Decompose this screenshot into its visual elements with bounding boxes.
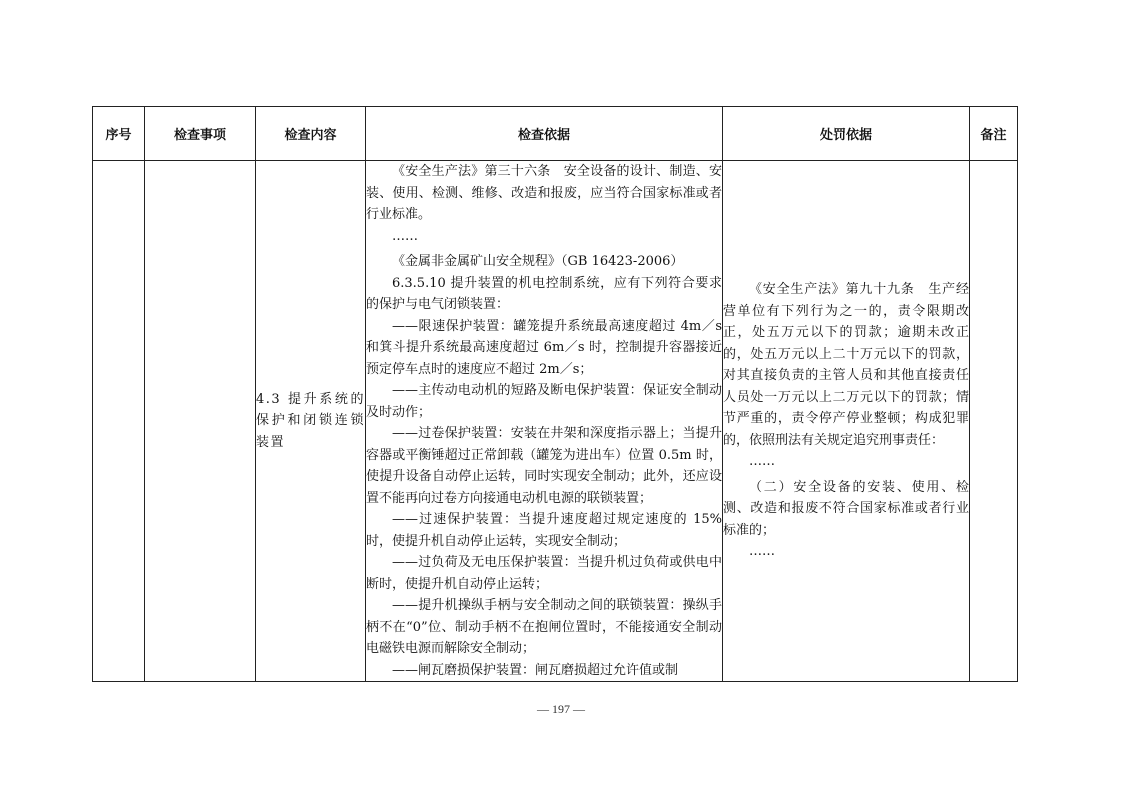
header-item: 检查事项 [145, 107, 256, 161]
penalty-paragraph: 《安全生产法》第九十九条 生产经营单位有下列行为之一的，责令限期改正，处五万元以下的罚款；逾期未改正的，处五万元以上二十万元以下的罚款，对其直接负责的主管人员和其他直接责任人员处一万元以上二万元以下的罚款；情节严重的，责令停产停业整顿；构成犯罪的，依照刑法有关规定追究刑事责任： [723, 282, 969, 448]
basis-ellipsis: …… [392, 228, 418, 244]
penalty-ellipsis: …… [749, 544, 775, 560]
basis-paragraph: ——主传动电动机的短路及断电保护装置：保证安全制动及时动作； [366, 383, 722, 420]
basis-paragraph: 《金属非金属矿山安全规程》（GB 16423-2006） [392, 254, 684, 269]
basis-paragraph: 6.3.5.10 提升装置的机电控制系统，应有下列符合要求的保护与电气闭锁装置： [366, 275, 722, 312]
header-seq: 序号 [93, 107, 145, 161]
basis-paragraph: ——过负荷及无电压保护装置：当提升机过负荷或供电中断时，使提升机自动停止运转； [366, 555, 722, 592]
basis-paragraph: ——过卷保护装置：安装在井架和深度指示器上；当提升容器或平衡锤超过正常卸载（罐笼为进出车）位置 0.5m 时，使提升设备自动停止运转，同时实现安全制动；此外，还应设置不能再向过卷方向接通电动机电源的联锁装置； [366, 426, 722, 506]
penalty-cell [723, 161, 970, 682]
header-remark: 备注 [970, 107, 1018, 161]
content-cell: 4.3 提升系统的保护和闭锁连锁装置 [256, 161, 366, 682]
penalty-paragraph: （二）安全设备的安装、使用、检测、改造和报废不符合国家标准或者行业标准的； [723, 479, 969, 538]
header-basis: 检查依据 [366, 107, 723, 161]
header-penalty: 处罚依据 [723, 107, 970, 161]
remark-cell [970, 161, 1018, 682]
basis-paragraph: ——限速保护装置：罐笼提升系统最高速度超过 4m／s 和箕斗提升系统最高速度超过 6m／s 时，控制提升容器接近预定停车点时的速度应不超过 2m／s； [366, 318, 722, 377]
page-number: — 197 — [537, 702, 585, 716]
basis-paragraph: ——过速保护装置：当提升速度超过规定速度的 15%时，使提升机自动停止运转，实现安全制动； [366, 512, 722, 549]
basis-paragraph: ——闸瓦磨损保护装置：闸瓦磨损超过允许值或制 [392, 662, 679, 678]
header-content: 检查内容 [256, 107, 366, 161]
seq-cell [93, 161, 145, 682]
item-cell [145, 161, 256, 682]
basis-paragraph: ——提升机操纵手柄与安全制动之间的联锁装置：操纵手柄不在“0”位、制动手柄不在抱闸位置时，不能接通安全制动电磁铁电源而解除安全制动； [366, 598, 722, 656]
basis-paragraph: 《安全生产法》第三十六条 安全设备的设计、制造、安装、使用、检测、维修、改造和报废，应当符合国家标准或者行业标准。 [366, 164, 722, 222]
inspection-table [92, 106, 1018, 682]
basis-cell [366, 161, 723, 682]
header-row [93, 107, 1018, 161]
penalty-ellipsis: …… [749, 454, 775, 470]
table-row [93, 161, 1018, 682]
